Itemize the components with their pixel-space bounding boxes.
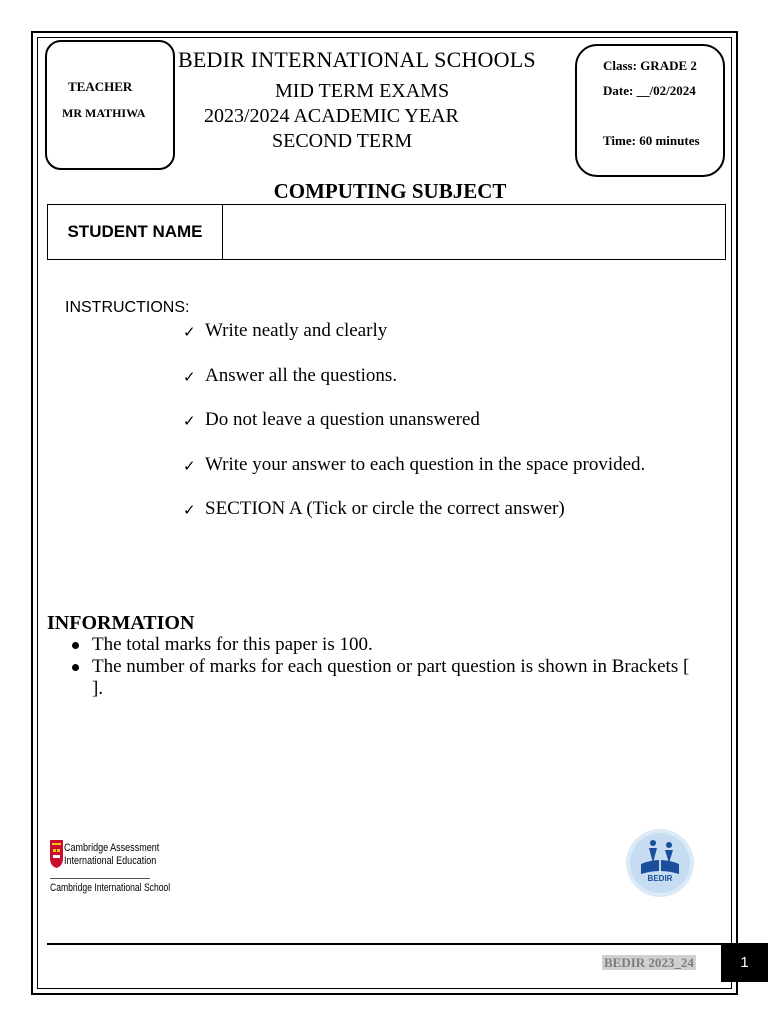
information-item: The total marks for this paper is 100. xyxy=(92,634,692,656)
page-number: 1 xyxy=(721,943,768,982)
academic-year: 2023/2024 ACADEMIC YEAR xyxy=(204,105,459,127)
instruction-item xyxy=(183,320,645,365)
instruction-item xyxy=(183,365,645,410)
checkmark-icon: ✓ xyxy=(183,501,196,519)
subject-title: COMPUTING SUBJECT xyxy=(273,179,507,203)
teacher-name: MR MATHIWA xyxy=(62,106,146,120)
exam-duration: Time: 60 minutes xyxy=(603,133,700,148)
instruction-text: Write your answer to each question in the space provided. xyxy=(205,453,646,475)
instruction-item xyxy=(183,409,645,454)
teacher-box xyxy=(45,40,175,170)
student-name-field[interactable] xyxy=(223,205,725,259)
cambridge-subtitle: Cambridge International School xyxy=(50,882,171,894)
instructions-title: INSTRUCTIONS: xyxy=(65,299,190,316)
information-list xyxy=(92,634,692,700)
instruction-text: Write neatly and clearly xyxy=(205,320,388,341)
checkmark-icon: ✓ xyxy=(183,323,196,341)
exam-title: MID TERM EXAMS xyxy=(275,80,450,102)
teacher-label: TEACHER xyxy=(68,79,133,94)
checkmark-icon: ✓ xyxy=(183,367,196,386)
instruction-item xyxy=(183,498,645,543)
bedir-logo-text: BEDIR xyxy=(647,874,673,883)
footer-divider xyxy=(47,943,726,945)
instruction-text: Answer all the questions. xyxy=(205,364,398,386)
student-name-label: STUDENT NAME xyxy=(48,205,223,259)
cambridge-logo xyxy=(50,840,170,900)
instruction-item xyxy=(183,454,645,499)
exam-date: Date: __/02/2024 xyxy=(603,83,696,98)
checkmark-icon: ✓ xyxy=(183,456,196,475)
school-name: BEDIR INTERNATIONAL SCHOOLS xyxy=(178,47,536,72)
cambridge-name-line2: International Education xyxy=(64,855,157,867)
instruction-text: SECTION A (Tick or circle the correct answer) xyxy=(205,498,565,519)
checkmark-icon: ✓ xyxy=(183,412,196,430)
student-name-table xyxy=(47,204,726,260)
exam-term: SECOND TERM xyxy=(272,130,413,152)
cambridge-crest-icon xyxy=(50,840,63,868)
bedir-logo-icon xyxy=(625,828,695,898)
information-title: INFORMATION xyxy=(47,612,195,634)
cambridge-name-line1: Cambridge Assessment xyxy=(64,842,160,854)
instruction-text: Do not leave a question unanswered xyxy=(205,409,480,430)
information-item: The number of marks for each question or part question is shown in Brackets [ ]. xyxy=(92,656,692,700)
footer-code: BEDIR 2023_24 xyxy=(604,955,694,970)
class-grade: Class: GRADE 2 xyxy=(603,58,697,73)
instructions-list xyxy=(183,320,645,543)
cambridge-divider xyxy=(50,878,150,879)
